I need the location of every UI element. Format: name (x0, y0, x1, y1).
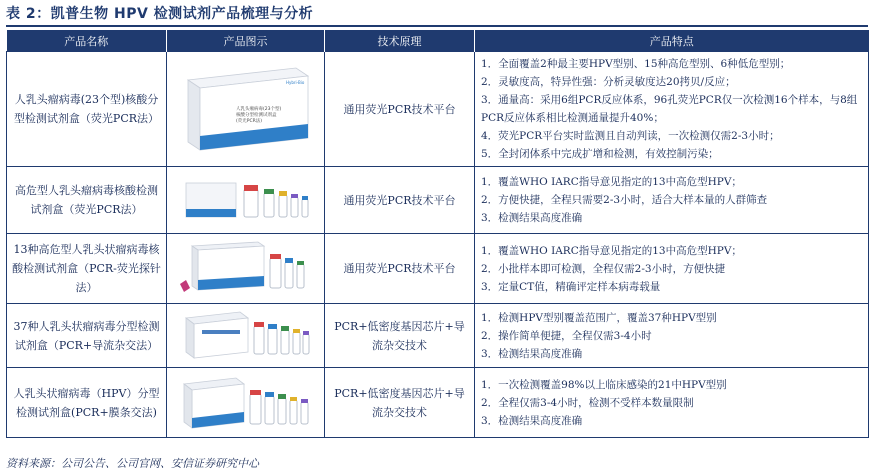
product-image (167, 304, 325, 368)
product-name: 37种人乳头状瘤病毒分型检测试剂盒（PCR+导流杂交法） (7, 304, 167, 368)
feature-item: 3．定量CT值，精确评定样本病毒载量 (481, 280, 661, 293)
feature-item: 5．全封闭体系中完成扩增和检测，有效控制污染； (481, 148, 719, 160)
feature-item: 1．检测HPV型别覆盖范围广，覆盖37种HPV型别 (481, 311, 717, 324)
feature-item: 1．覆盖WHO IARC指导意见指定的13中高危型HPV； (481, 176, 742, 188)
product-name: 13种高危型人乳头状瘤病毒核酸检测试剂盒（PCR-荧光探针法） (7, 234, 167, 304)
chip-kit-image (178, 306, 314, 362)
product-image (167, 368, 325, 438)
feature-item: 2．方便快捷，全程只需要2-3小时，适合大样本量的人群筛查 (481, 194, 768, 206)
table-row (7, 52, 869, 167)
svg-text:Hybri-Bio: Hybri-Bio (285, 79, 304, 85)
product-table (6, 30, 869, 438)
strip-kit-image (178, 370, 314, 432)
feature-item: 1．全面覆盖2种最主要HPV型别、15种高危型别、6种低危型别； (481, 58, 791, 70)
table-row (7, 304, 869, 368)
reagent-set-image (178, 169, 314, 229)
product-image (167, 234, 325, 304)
box-label-line2: 核酸分型检测试剂盒 (235, 112, 276, 118)
feature-item: 2．操作简单便捷，全程仅需3-4小时 (481, 329, 652, 342)
technology-platform: 通用荧光PCR技术平台 (325, 167, 475, 234)
product-name: 高危型人乳头瘤病毒核酸检测试剂盒（荧光PCR法） (7, 167, 167, 234)
kit-box-image (178, 58, 314, 158)
technology-platform: 通用荧光PCR技术平台 (325, 52, 475, 167)
technology-platform: 通用荧光PCR技术平台 (325, 234, 475, 304)
product-features (475, 368, 869, 438)
feature-item: 3．检测结果高度准确 (481, 347, 583, 360)
table-title: 表 2：凯普生物 HPV 检测试剂产品梳理与分析 (6, 6, 314, 22)
header-row (7, 30, 869, 52)
feature-item: 3．检测结果高度准确 (481, 414, 583, 427)
table-row (7, 234, 869, 304)
table-row (7, 167, 869, 234)
product-features (475, 234, 869, 304)
product-name: 人乳头状瘤病毒（HPV）分型检测试剂盒(PCR+膜条交法) (7, 368, 167, 438)
feature-item: 2．灵敏度高，特异性强：分析灵敏度达20拷贝/反应； (481, 76, 736, 88)
feature-item: 2．小批样本即可检测，全程仅需2-3小时，方便快捷 (481, 262, 726, 275)
technology-platform: PCR+低密度基因芯片+导流杂交技术 (325, 304, 475, 368)
technology-platform: PCR+低密度基因芯片+导流杂交技术 (325, 368, 475, 438)
product-name: 人乳头瘤病毒(23个型)核酸分型检测试剂盒（荧光PCR法） (7, 52, 167, 167)
box-label-line1: 人乳头瘤病毒(23个型) (235, 106, 281, 112)
product-image (167, 167, 325, 234)
header-product-image: 产品图示 (167, 30, 325, 52)
table-row (7, 368, 869, 438)
feature-item: 4．荧光PCR平台实时监测且自动判读，一次检测仅需2-3小时； (481, 130, 780, 142)
box-label-line3: (荧光PCR法) (235, 118, 262, 124)
feature-item: 3．检测结果高度准确 (481, 212, 583, 224)
feature-item: 1．一次检测覆盖98%以上临床感染的21中HPV型别 (481, 378, 727, 391)
product-features (475, 167, 869, 234)
header-features: 产品特点 (475, 30, 869, 52)
product-features (475, 52, 869, 167)
probe-kit-image (178, 236, 314, 298)
feature-item: 3．通量高：采用6组PCR反应体系，96孔荧光PCR仅一次检测16个样本，与8组PCR反应体系相比检测通量提升40%； (481, 94, 858, 124)
source-note: 资料来源：公司公告、公司官网、安信证券研究中心 (6, 457, 259, 470)
feature-item: 2．全程仅需3-4小时，检测不受样本数量限制 (481, 396, 694, 409)
header-product-name: 产品名称 (7, 30, 167, 52)
product-image (167, 52, 325, 167)
product-features (475, 304, 869, 368)
feature-item: 1．覆盖WHO IARC指导意见指定的13中高危型HPV； (481, 244, 742, 257)
header-technology: 技术原理 (325, 30, 475, 52)
title-rule (6, 25, 868, 27)
